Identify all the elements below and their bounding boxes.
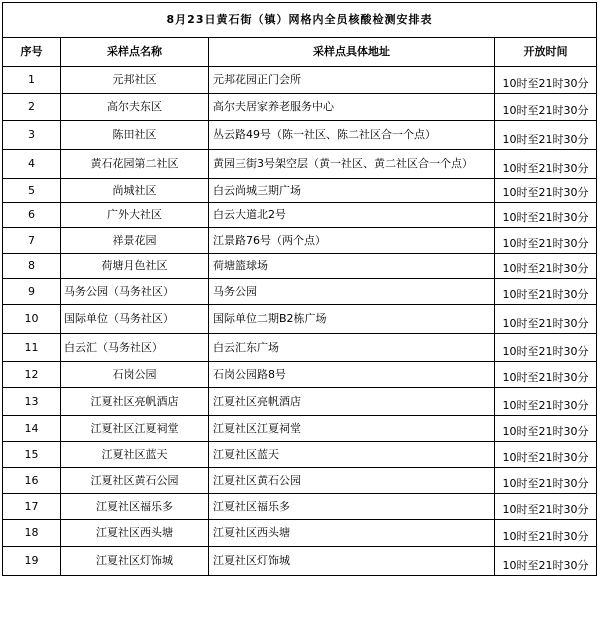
cell-no: 14 bbox=[3, 416, 61, 442]
cell-site-name: 祥景花园 bbox=[61, 228, 209, 254]
cell-address: 黄园三街3号架空层（黄一社区、黄二社区合一个点） bbox=[209, 150, 495, 179]
cell-open-time bbox=[495, 279, 597, 305]
cell-site-name: 石岗公园 bbox=[61, 362, 209, 388]
cell-site-name: 尚城社区 bbox=[61, 179, 209, 203]
open-time-text: 10时至21时30分 bbox=[502, 399, 589, 412]
open-time-text: 10时至21时30分 bbox=[502, 371, 589, 384]
cell-address: 江夏社区亮帆酒店 bbox=[209, 388, 495, 416]
cell-site-name: 白云汇（马务社区） bbox=[61, 334, 209, 362]
cell-no: 7 bbox=[3, 228, 61, 254]
open-time-text: 10时至21时30分 bbox=[502, 77, 589, 90]
table-row bbox=[3, 121, 597, 150]
cell-no: 17 bbox=[3, 494, 61, 520]
cell-address: 白云大道北2号 bbox=[209, 203, 495, 228]
open-time-text: 10时至21时30分 bbox=[502, 317, 589, 330]
cell-site-name: 国际单位（马务社区） bbox=[61, 305, 209, 334]
table-row bbox=[3, 416, 597, 442]
cell-open-time bbox=[495, 547, 597, 576]
title-row bbox=[3, 3, 597, 38]
cell-open-time bbox=[495, 228, 597, 254]
open-time-text: 10时至21时30分 bbox=[502, 288, 589, 301]
cell-no: 9 bbox=[3, 279, 61, 305]
open-time-text: 10时至21时30分 bbox=[502, 104, 589, 117]
cell-address: 江景路76号（两个点） bbox=[209, 228, 495, 254]
cell-address: 国际单位二期B2栋广场 bbox=[209, 305, 495, 334]
cell-address: 石岗公园路8号 bbox=[209, 362, 495, 388]
cell-open-time bbox=[495, 94, 597, 121]
cell-open-time bbox=[495, 494, 597, 520]
open-time-text: 10时至21时30分 bbox=[502, 211, 589, 224]
table-row bbox=[3, 388, 597, 416]
table-row bbox=[3, 279, 597, 305]
open-time-text: 10时至21时30分 bbox=[502, 186, 589, 199]
cell-address: 江夏社区福乐多 bbox=[209, 494, 495, 520]
cell-site-name: 马务公园（马务社区） bbox=[61, 279, 209, 305]
open-time-text: 10时至21时30分 bbox=[502, 477, 589, 490]
cell-site-name: 江夏社区福乐多 bbox=[61, 494, 209, 520]
table-row bbox=[3, 334, 597, 362]
cell-address: 荷塘篮球场 bbox=[209, 254, 495, 279]
open-time-text: 10时至21时30分 bbox=[502, 425, 589, 438]
cell-address: 江夏社区黄石公园 bbox=[209, 468, 495, 494]
table-row bbox=[3, 203, 597, 228]
open-time-text: 10时至21时30分 bbox=[502, 162, 589, 175]
cell-no: 10 bbox=[3, 305, 61, 334]
cell-open-time bbox=[495, 150, 597, 179]
cell-no: 16 bbox=[3, 468, 61, 494]
open-time-text: 10时至21时30分 bbox=[502, 345, 589, 358]
cell-open-time bbox=[495, 203, 597, 228]
open-time-text: 10时至21时30分 bbox=[502, 451, 589, 464]
cell-open-time bbox=[495, 334, 597, 362]
header-no: 序号 bbox=[3, 38, 61, 67]
cell-site-name: 广外大社区 bbox=[61, 203, 209, 228]
header-row bbox=[3, 38, 597, 67]
cell-site-name: 江夏社区江夏祠堂 bbox=[61, 416, 209, 442]
header-address: 采样点具体地址 bbox=[209, 38, 495, 67]
cell-site-name: 黄石花园第二社区 bbox=[61, 150, 209, 179]
cell-no: 13 bbox=[3, 388, 61, 416]
cell-site-name: 江夏社区灯饰城 bbox=[61, 547, 209, 576]
table-row bbox=[3, 468, 597, 494]
cell-site-name: 江夏社区亮帆酒店 bbox=[61, 388, 209, 416]
cell-open-time bbox=[495, 254, 597, 279]
open-time-text: 10时至21时30分 bbox=[502, 530, 589, 543]
cell-site-name: 江夏社区蓝天 bbox=[61, 442, 209, 468]
cell-address: 马务公园 bbox=[209, 279, 495, 305]
table-row bbox=[3, 305, 597, 334]
table-row bbox=[3, 442, 597, 468]
cell-open-time bbox=[495, 362, 597, 388]
cell-no: 5 bbox=[3, 179, 61, 203]
cell-site-name: 江夏社区西头塘 bbox=[61, 520, 209, 547]
cell-no: 1 bbox=[3, 67, 61, 94]
open-time-text: 10时至21时30分 bbox=[502, 503, 589, 516]
cell-no: 6 bbox=[3, 203, 61, 228]
cell-site-name: 江夏社区黄石公园 bbox=[61, 468, 209, 494]
cell-no: 15 bbox=[3, 442, 61, 468]
cell-site-name: 元邦社区 bbox=[61, 67, 209, 94]
cell-address: 白云尚城三期广场 bbox=[209, 179, 495, 203]
table-row bbox=[3, 67, 597, 94]
open-time-text: 10时至21时30分 bbox=[502, 237, 589, 250]
cell-address: 江夏社区江夏祠堂 bbox=[209, 416, 495, 442]
table-row bbox=[3, 254, 597, 279]
table-row bbox=[3, 228, 597, 254]
cell-no: 8 bbox=[3, 254, 61, 279]
cell-open-time bbox=[495, 388, 597, 416]
schedule-sheet bbox=[2, 2, 596, 576]
table-row bbox=[3, 94, 597, 121]
table-row bbox=[3, 362, 597, 388]
cell-site-name: 高尔夫东区 bbox=[61, 94, 209, 121]
table-row bbox=[3, 494, 597, 520]
cell-no: 12 bbox=[3, 362, 61, 388]
cell-address: 江夏社区西头塘 bbox=[209, 520, 495, 547]
cell-open-time bbox=[495, 67, 597, 94]
cell-open-time bbox=[495, 121, 597, 150]
schedule-table bbox=[2, 2, 597, 576]
cell-no: 2 bbox=[3, 94, 61, 121]
cell-address: 白云汇东广场 bbox=[209, 334, 495, 362]
cell-address: 江夏社区灯饰城 bbox=[209, 547, 495, 576]
cell-address: 丛云路49号（陈一社区、陈二社区合一个点） bbox=[209, 121, 495, 150]
cell-open-time bbox=[495, 179, 597, 203]
cell-open-time bbox=[495, 468, 597, 494]
cell-no: 19 bbox=[3, 547, 61, 576]
cell-no: 18 bbox=[3, 520, 61, 547]
table-title: 8月23日黄石街（镇）网格内全员核酸检测安排表 bbox=[3, 3, 597, 38]
header-name: 采样点名称 bbox=[61, 38, 209, 67]
cell-address: 元邦花园正门会所 bbox=[209, 67, 495, 94]
cell-address: 江夏社区蓝天 bbox=[209, 442, 495, 468]
open-time-text: 10时至21时30分 bbox=[502, 133, 589, 146]
open-time-text: 10时至21时30分 bbox=[502, 559, 589, 572]
cell-no: 11 bbox=[3, 334, 61, 362]
cell-open-time bbox=[495, 416, 597, 442]
table-row bbox=[3, 179, 597, 203]
cell-open-time bbox=[495, 520, 597, 547]
cell-open-time bbox=[495, 442, 597, 468]
header-time: 开放时间 bbox=[495, 38, 597, 67]
cell-site-name: 荷塘月色社区 bbox=[61, 254, 209, 279]
table-row bbox=[3, 150, 597, 179]
open-time-text: 10时至21时30分 bbox=[502, 262, 589, 275]
cell-address: 高尔夫居家养老服务中心 bbox=[209, 94, 495, 121]
table-row bbox=[3, 547, 597, 576]
cell-site-name: 陈田社区 bbox=[61, 121, 209, 150]
cell-open-time bbox=[495, 305, 597, 334]
table-row bbox=[3, 520, 597, 547]
cell-no: 4 bbox=[3, 150, 61, 179]
cell-no: 3 bbox=[3, 121, 61, 150]
